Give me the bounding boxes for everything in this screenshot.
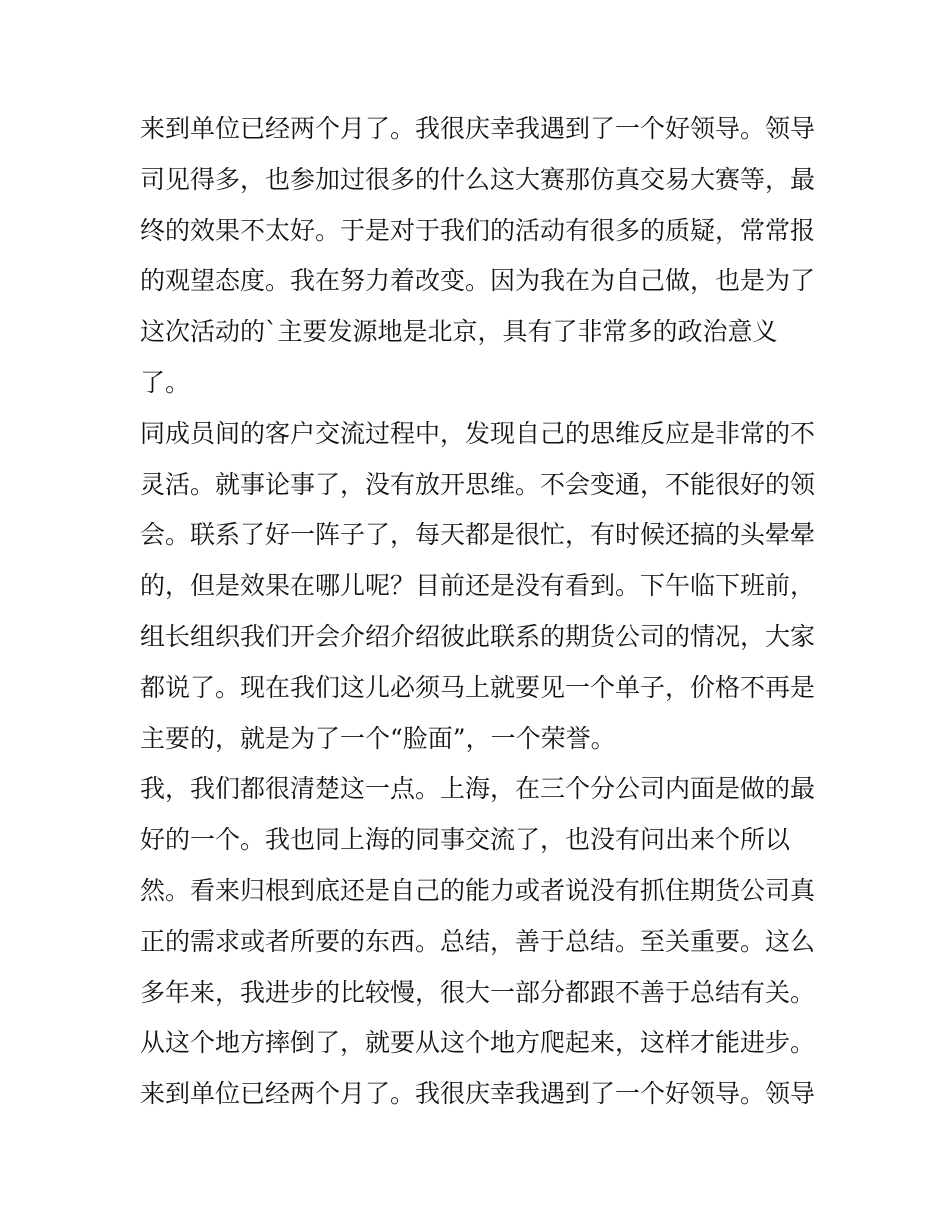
text-line: 这次活动的`主要发源地是北京，具有了非常多的政治意义 [140,317,778,347]
body-text [140,104,820,1120]
text-line: 主要的，就是为了一个“脸面”，一个荣誉。 [140,723,616,753]
text-line: 灵活。就事论事了，没有放开思维。不会变通，不能很好的领 [140,469,816,499]
text-line: 正的需求或者所要的东西。总结，善于总结。至关重要。这么 [140,926,816,956]
text-line: 来到单位已经两个月了。我很庆幸我遇到了一个好领导。领导 [140,114,816,143]
text-line: 然。看来归根到底还是自己的能力或者说没有抓住期货公司真 [140,875,816,905]
text-line: 都说了。现在我们这儿必须马上就要见一个单子，价格不再是 [140,672,816,702]
text-line: 组长组织我们开会介绍介绍彼此联系的期货公司的情况，大家 [140,621,816,651]
text-line: 多年来，我进步的比较慢，很大一部分都跟不善于总结有关。 [140,977,816,1007]
text-line: 从这个地方摔倒了，就要从这个地方爬起来，这样才能进步。 [140,1028,816,1058]
text-line: 会。联系了好一阵子了，每天都是很忙，有时候还搞的头晕晕 [140,520,816,550]
text-line: 好的一个。我也同上海的同事交流了，也没有问出来个所以 [140,825,791,855]
text-line: 的观望态度。我在努力着改变。因为我在为自己做，也是为了 [140,266,816,296]
text-line: 了。 [140,367,191,397]
text-line: 同成员间的客户交流过程中，发现自己的思维反应是非常的不 [140,418,816,448]
text-line: 我，我们都很清楚这一点。上海，在三个分公司内面是做的最 [140,774,816,804]
text-line: 终的效果不太好。于是对于我们的活动有很多的质疑，常常报 [140,215,816,245]
text-line: 来到单位已经两个月了。我很庆幸我遇到了一个好领导。领导 [140,1079,816,1109]
text-line: 的，但是效果在哪儿呢？目前还是没有看到。下午临下班前， [140,571,816,601]
text-line: 司见得多，也参加过很多的什么这大赛那仿真交易大赛等，最 [140,164,816,194]
